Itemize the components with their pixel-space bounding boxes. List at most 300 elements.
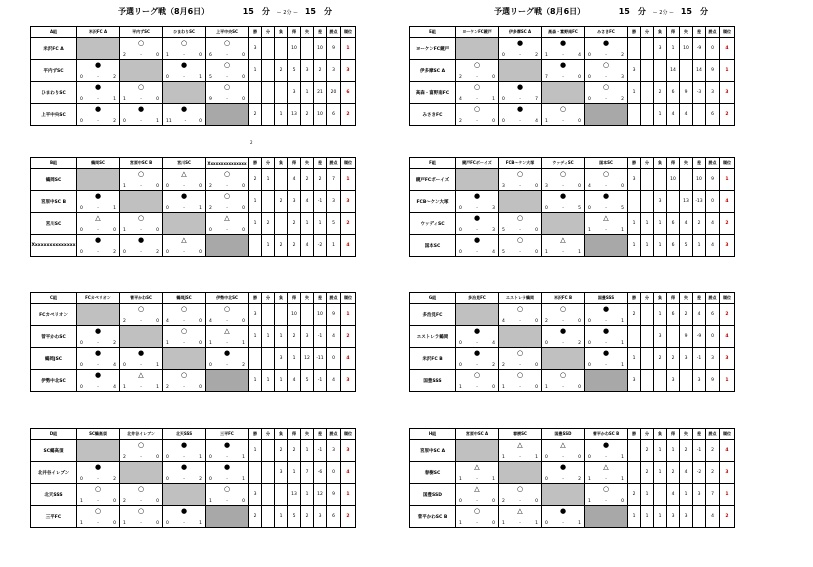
goals-for: 0 [459, 206, 462, 211]
score-dash: - [562, 206, 564, 211]
match-result-cell [163, 235, 206, 257]
match-result-cell [456, 213, 499, 235]
table-row [31, 191, 356, 213]
goals-for: 2 [545, 319, 548, 324]
goals-against: 7 [535, 97, 538, 102]
result-mark: △ [474, 485, 480, 493]
self-match-cell [542, 348, 585, 370]
match-score [588, 184, 624, 189]
match-result-cell [499, 484, 542, 506]
stat-cell [641, 348, 654, 370]
group-label: A組 [31, 27, 77, 38]
table-row [31, 235, 356, 257]
stat-cell [628, 440, 641, 462]
rank-cell: 2 [720, 213, 735, 235]
score-dash: - [476, 499, 478, 504]
stat-header: 失 [301, 293, 314, 304]
stat-cell: -1 [693, 440, 706, 462]
score-dash: - [519, 97, 521, 102]
match-result-cell [120, 440, 163, 462]
stat-cell: 1 [693, 235, 706, 257]
goals-against: 1 [578, 521, 581, 526]
stat-cell [249, 235, 262, 257]
stat-cell: 10 [314, 104, 327, 126]
match-score [545, 341, 581, 346]
stat-cell: 1 [301, 484, 314, 506]
score-dash: - [97, 75, 99, 80]
result-mark: ○ [473, 105, 481, 113]
stat-cell: 14 [693, 60, 706, 82]
league-table-F組 [409, 157, 735, 257]
match-score [588, 75, 624, 80]
stat-cell [262, 60, 275, 82]
title-text: 予選リーグ戦（8月6日） [494, 7, 586, 16]
group-label: H組 [410, 429, 456, 440]
score-dash: - [140, 97, 142, 102]
stat-header: 差 [693, 27, 706, 38]
goals-for: 1 [166, 341, 169, 346]
score-dash: - [519, 363, 521, 368]
result-mark: ● [473, 327, 481, 335]
league-table-D組 [30, 428, 356, 528]
table-row [410, 169, 735, 191]
match-result-cell [585, 462, 628, 484]
stat-cell [275, 169, 288, 191]
league-table-H組 [409, 428, 735, 528]
stat-cell [262, 484, 275, 506]
table-row [410, 326, 735, 348]
goals-against: 0 [492, 521, 495, 526]
goals-for: 3 [545, 184, 548, 189]
match-score [209, 75, 245, 80]
score-dash: - [519, 455, 521, 460]
stat-cell: 2 [314, 60, 327, 82]
row-team-name: 三平FC [31, 506, 77, 528]
stat-cell: 3 [693, 370, 706, 392]
stat-cell: 3 [249, 38, 262, 60]
column-team-header: 春樹SC [499, 429, 542, 440]
second-half-duration: 15 分 [680, 7, 708, 16]
score-dash: - [97, 250, 99, 255]
table-row [410, 60, 735, 82]
rank-cell: 4 [720, 191, 735, 213]
goals-for: 1 [588, 228, 591, 233]
score-dash: - [226, 97, 228, 102]
column-team-header: ウッディSC [542, 158, 585, 169]
result-mark: ● [94, 463, 102, 471]
stat-header: 勝 [628, 293, 641, 304]
stat-cell: 10 [693, 169, 706, 191]
goals-for: 6 [209, 53, 212, 58]
result-mark: △ [224, 327, 230, 335]
stat-cell [262, 506, 275, 528]
table-row [31, 326, 356, 348]
result-mark: ○ [223, 83, 231, 91]
rank-cell: 1 [720, 484, 735, 506]
stat-cell: 2 [249, 104, 262, 126]
table-row [410, 38, 735, 60]
match-result-cell [542, 440, 585, 462]
row-team-name: FCカペリオン [31, 304, 77, 326]
stat-cell [301, 38, 314, 60]
goals-for: 0 [166, 455, 169, 460]
rank-cell: 2 [341, 213, 356, 235]
score-dash: - [519, 521, 521, 526]
result-mark: ○ [94, 507, 102, 515]
stat-cell [262, 304, 275, 326]
table-row [410, 104, 735, 126]
goals-against: 1 [492, 97, 495, 102]
match-score [588, 53, 624, 58]
row-team-name: ヨーケンFC鏡戸 [410, 38, 456, 60]
row-team-name: 国本SC [410, 235, 456, 257]
match-result-cell [206, 440, 249, 462]
goals-against: 1 [492, 477, 495, 482]
result-mark: ● [559, 463, 567, 471]
score-dash: - [519, 250, 521, 255]
stat-header: 差 [314, 27, 327, 38]
stat-header: 順位 [341, 429, 356, 440]
self-match-cell [120, 191, 163, 213]
match-score [545, 119, 581, 124]
row-team-name: 春樹SC [410, 462, 456, 484]
goals-for: 0 [459, 499, 462, 504]
rank-cell: 2 [720, 104, 735, 126]
match-result-cell [542, 38, 585, 60]
result-mark: ● [94, 236, 102, 244]
result-mark: ○ [137, 441, 145, 449]
goals-for: 4 [502, 319, 505, 324]
stat-cell: 4 [288, 370, 301, 392]
stat-cell: 9 [706, 60, 720, 82]
goals-against: 0 [492, 119, 495, 124]
goals-for: 0 [80, 75, 83, 80]
group-label: C組 [31, 293, 77, 304]
self-match-cell [585, 235, 628, 257]
row-team-name: 平内ずSC [31, 60, 77, 82]
goals-against: 1 [578, 250, 581, 255]
result-mark: △ [603, 463, 609, 471]
goals-for: 0 [80, 119, 83, 124]
table-row [410, 348, 735, 370]
score-dash: - [605, 228, 607, 233]
stat-cell: 1 [249, 440, 262, 462]
row-team-name: エストレラ鶴岡 [410, 326, 456, 348]
table-row [410, 462, 735, 484]
rank-cell: 4 [720, 326, 735, 348]
stat-cell: 1 [628, 235, 641, 257]
stat-cell: 13 [288, 104, 301, 126]
row-team-name: SC鶴高須 [31, 440, 77, 462]
match-result-cell [163, 370, 206, 392]
stat-cell: 1 [641, 235, 654, 257]
stat-cell: 4 [706, 213, 720, 235]
goals-against: 1 [199, 455, 202, 460]
match-result-cell [120, 370, 163, 392]
match-score [80, 228, 116, 233]
goals-against: 0 [242, 53, 245, 58]
stat-cell [641, 82, 654, 104]
stat-cell: 1 [641, 506, 654, 528]
match-score [588, 206, 624, 211]
match-result-cell [585, 82, 628, 104]
column-team-header: 国豊SSS [585, 293, 628, 304]
score-dash: - [519, 184, 521, 189]
stat-header: 失 [301, 158, 314, 169]
stat-cell: 12 [314, 484, 327, 506]
stat-cell: 1 [249, 191, 262, 213]
result-mark: ● [559, 327, 567, 335]
result-mark: ● [180, 463, 188, 471]
goals-against: 2 [621, 53, 624, 58]
goals-for: 3 [502, 184, 505, 189]
self-match-cell [542, 484, 585, 506]
goals-against: 0 [492, 385, 495, 390]
goals-against: 1 [621, 319, 624, 324]
self-match-cell [77, 304, 120, 326]
stat-cell: 0 [706, 38, 720, 60]
stat-cell: 4 [680, 104, 693, 126]
self-match-cell [499, 326, 542, 348]
match-result-cell [585, 326, 628, 348]
score-dash: - [140, 455, 142, 460]
result-mark: ● [602, 441, 610, 449]
stat-cell: 2 [288, 213, 301, 235]
column-team-header: 米沢FC A [77, 27, 120, 38]
result-mark: △ [517, 507, 523, 515]
match-result-cell [77, 484, 120, 506]
stat-header: 勝 [628, 158, 641, 169]
stat-cell: -9 [693, 38, 706, 60]
match-score [123, 363, 159, 368]
stat-cell [641, 304, 654, 326]
rank-cell: 2 [720, 304, 735, 326]
score-dash: - [97, 228, 99, 233]
match-score [166, 455, 202, 460]
match-result-cell [77, 235, 120, 257]
row-team-name: 宮川SC [31, 213, 77, 235]
goals-against: 0 [535, 228, 538, 233]
score-dash: - [562, 477, 564, 482]
stat-header: 分 [262, 429, 275, 440]
match-score [166, 184, 202, 189]
goals-against: 2 [113, 341, 116, 346]
match-result-cell [499, 213, 542, 235]
goals-against: 0 [242, 228, 245, 233]
score-dash: - [97, 477, 99, 482]
goals-against: 0 [492, 499, 495, 504]
self-match-cell [206, 506, 249, 528]
stat-header: 勝点 [706, 293, 720, 304]
stat-cell: 2 [667, 462, 680, 484]
rank-cell: 1 [341, 169, 356, 191]
match-result-cell [499, 348, 542, 370]
score-dash: - [183, 206, 185, 211]
score-dash: - [97, 341, 99, 346]
match-score [80, 477, 116, 482]
column-team-header: 米沢FC B [542, 293, 585, 304]
goals-for: 2 [123, 455, 126, 460]
goals-for: 1 [123, 521, 126, 526]
result-mark: ● [180, 507, 188, 515]
goals-against: 2 [492, 363, 495, 368]
rank-cell: 6 [341, 82, 356, 104]
stat-cell: -3 [693, 82, 706, 104]
goals-for: 0 [80, 97, 83, 102]
score-dash: - [562, 385, 564, 390]
column-team-header: ヨーケンFC鏡戸 [456, 27, 499, 38]
stat-cell [262, 462, 275, 484]
stat-header: 分 [641, 27, 654, 38]
result-mark: ○ [223, 305, 231, 313]
column-team-header: 三平FC [206, 429, 249, 440]
result-mark: ○ [94, 485, 102, 493]
goals-for: 0 [545, 477, 548, 482]
result-mark: ● [137, 349, 145, 357]
column-team-header: 上平中央SC [206, 27, 249, 38]
stat-cell: 3 [288, 191, 301, 213]
goals-for: 0 [123, 119, 126, 124]
self-match-cell [206, 235, 249, 257]
goals-against: 1 [621, 477, 624, 482]
rank-cell: 2 [341, 506, 356, 528]
stat-cell: 3 [654, 191, 667, 213]
stat-cell: 1 [275, 326, 288, 348]
score-dash: - [140, 499, 142, 504]
stat-cell [262, 191, 275, 213]
stat-cell: -1 [314, 326, 327, 348]
goals-against: 3 [492, 206, 495, 211]
table-row [410, 506, 735, 528]
goals-for: 0 [502, 97, 505, 102]
result-mark: ● [180, 61, 188, 69]
stat-cell [641, 326, 654, 348]
stat-cell: 6 [327, 506, 341, 528]
goals-against: 0 [492, 75, 495, 80]
column-team-header: Xxxxxxxxxxxxxxx [206, 158, 249, 169]
stat-cell: 2 [680, 304, 693, 326]
match-score [502, 521, 538, 526]
match-result-cell [206, 462, 249, 484]
match-result-cell [585, 213, 628, 235]
rank-cell: 3 [720, 235, 735, 257]
stat-header: 得 [667, 27, 680, 38]
match-result-cell [120, 484, 163, 506]
stat-cell: -1 [314, 370, 327, 392]
stat-cell: 1 [654, 104, 667, 126]
goals-for: 0 [166, 521, 169, 526]
column-team-header: 高森・富野南FC [542, 27, 585, 38]
self-match-cell [120, 326, 163, 348]
result-mark: ○ [473, 507, 481, 515]
goals-against: 0 [242, 499, 245, 504]
result-mark: ○ [137, 39, 145, 47]
stat-header: 失 [680, 27, 693, 38]
stat-cell: 2 [693, 213, 706, 235]
stat-cell: 4 [327, 370, 341, 392]
goals-for: 0 [209, 228, 212, 233]
score-dash: - [183, 184, 185, 189]
match-score [166, 341, 202, 346]
stat-header: 失 [680, 429, 693, 440]
row-team-name: 北天SSS [31, 484, 77, 506]
stat-cell: 1 [667, 38, 680, 60]
stat-cell: 9 [706, 169, 720, 191]
score-dash: - [605, 319, 607, 324]
self-match-cell [585, 506, 628, 528]
goals-against: 0 [156, 521, 159, 526]
match-result-cell [585, 191, 628, 213]
stat-header: 順位 [341, 293, 356, 304]
match-result-cell [163, 304, 206, 326]
match-result-cell [585, 348, 628, 370]
column-team-header: 菅平かわSC B [585, 429, 628, 440]
stat-cell: 2 [275, 60, 288, 82]
match-score [80, 385, 116, 390]
goals-against: 2 [113, 119, 116, 124]
goals-against: 0 [156, 228, 159, 233]
score-dash: - [562, 250, 564, 255]
score-dash: - [562, 53, 564, 58]
table-row [31, 348, 356, 370]
stat-cell: 2 [680, 440, 693, 462]
stat-cell: 10 [288, 304, 301, 326]
match-score [209, 455, 245, 460]
stat-cell [641, 38, 654, 60]
goals-for: 2 [459, 75, 462, 80]
stat-cell [262, 348, 275, 370]
score-dash: - [226, 363, 228, 368]
stat-cell: 1 [654, 440, 667, 462]
match-result-cell [542, 304, 585, 326]
rank-cell: 3 [720, 348, 735, 370]
result-mark: ● [137, 105, 145, 113]
score-dash: - [476, 228, 478, 233]
match-score [123, 319, 159, 324]
stat-cell: 9 [327, 38, 341, 60]
match-result-cell [542, 235, 585, 257]
match-score [209, 341, 245, 346]
result-mark: ○ [137, 214, 145, 222]
goals-against: 0 [242, 206, 245, 211]
goals-for: 1 [502, 521, 505, 526]
score-dash: - [97, 385, 99, 390]
stat-cell [249, 348, 262, 370]
goals-against: 0 [113, 228, 116, 233]
goals-against: 2 [113, 477, 116, 482]
match-result-cell [77, 348, 120, 370]
rank-cell: 1 [341, 304, 356, 326]
goals-for: 0 [545, 521, 548, 526]
match-score [209, 97, 245, 102]
goals-against: 1 [199, 521, 202, 526]
result-mark: ● [94, 327, 102, 335]
match-result-cell [206, 326, 249, 348]
result-mark: ● [559, 39, 567, 47]
stat-cell: 3 [275, 348, 288, 370]
second-half-duration: 15 分 [304, 7, 332, 16]
stat-cell: 1 [680, 484, 693, 506]
stat-cell: 0 [706, 326, 720, 348]
table-row [31, 484, 356, 506]
match-result-cell [120, 304, 163, 326]
goals-against: 1 [156, 119, 159, 124]
table-row [410, 235, 735, 257]
goals-for: 0 [459, 228, 462, 233]
match-score [502, 184, 538, 189]
stat-cell [667, 326, 680, 348]
goals-against: 3 [492, 228, 495, 233]
